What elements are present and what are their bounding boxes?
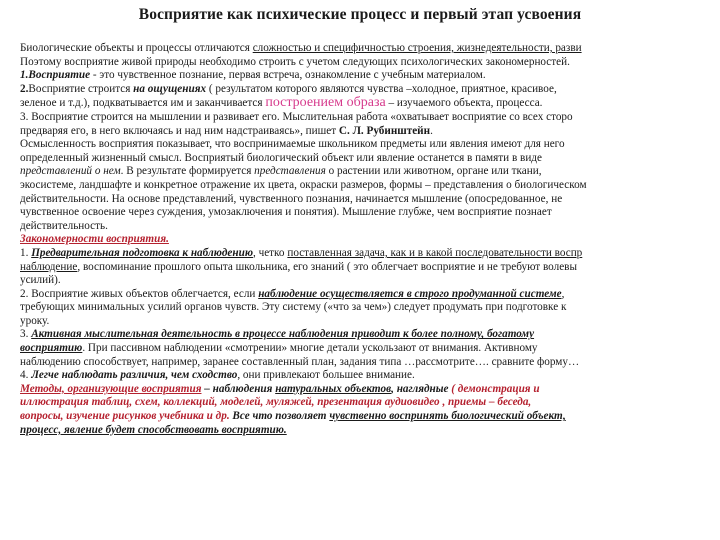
text-run: Все что позволяет (229, 410, 330, 423)
text-line (20, 383, 720, 397)
point-1 (20, 69, 720, 83)
meaning-paragraph (20, 138, 720, 233)
text-run: наблюдение осуществляется в строго продуманной системе (258, 287, 562, 300)
text-run: 3. (20, 328, 32, 341)
intro-line-2: Поэтому восприятие живой природы необходимо строить с учетом следующих психологических закономерностей. (20, 55, 570, 68)
text-run: Восприятие (28, 69, 91, 82)
slide-title: Восприятие как психические процесс и первый этап усвоения (138, 6, 582, 23)
text-line (20, 328, 720, 342)
point-2-line-2 (20, 96, 720, 111)
text-line: действительность. (20, 219, 108, 232)
law-3 (20, 328, 720, 369)
text-run: сложностью и специфичностью строения, жизнедеятельности, разви (252, 42, 582, 54)
text-run: Биологические объекты и процессы отличаются (20, 42, 253, 54)
text-line: чувственное освоение через суждения, умозаключения и понятия). Мышление глубже, чем восприятие познает (20, 206, 552, 219)
text-run: 4. (20, 369, 32, 382)
text-run: представлений о нем (20, 165, 121, 178)
text-run: , они привлекают большее внимание. (237, 369, 415, 382)
intro-paragraph (20, 42, 720, 69)
text-run: – изучаемого объекта, процесса. (385, 97, 543, 110)
text-run: С. Л. Рубинштейн (338, 124, 431, 137)
text-run: - это чувственное познание, первая встреча, ознакомление с учебным материалом. (90, 69, 486, 82)
point-3 (20, 111, 720, 138)
text-run: вопросы, изучение рисунков учебника и др. (20, 410, 230, 423)
text-run: . При пассивном наблюдении «смотрении» многие детали ускользают от внимания. Активному (82, 342, 538, 355)
text-run: , воспоминание прошлого опыта школьника, его знаний ( это облегчает восприятие и не требуют волевы (77, 260, 577, 273)
text-line: Осмысленность восприятия показывает, что воспринимаемые школьником предметы или явления имеют для него (20, 138, 565, 151)
intro-line-1 (20, 42, 720, 56)
text-run: ( результатом которого являются чувства –холодное, приятное, красивое, (206, 82, 557, 95)
text-line: иллюстрация таблиц, схем, коллекций, моделей, муляжей, презентация аудиовидео , приемы – беседа, (20, 396, 532, 409)
text-line (20, 261, 720, 275)
text-line (20, 410, 720, 424)
text-run: предваряя его, в него включаясь и над ним надстраиваясь», пишет (20, 124, 339, 137)
point-2-line-1 (20, 83, 720, 97)
text-line (20, 342, 720, 356)
text-run: Восприятие строится (28, 82, 134, 95)
slide-body (20, 42, 720, 437)
text-run: восприятию (20, 342, 83, 355)
text-run: наблюдение (20, 260, 78, 273)
text-line (20, 165, 720, 179)
text-run: Легче наблюдать различия, чем сходство (31, 369, 238, 382)
text-run: 1. (20, 246, 32, 259)
text-run: о растении или животном, органе или ткани, (325, 165, 542, 178)
law-2 (20, 288, 720, 329)
text-run: 2. Восприятие живых объектов облегчается, если (20, 287, 259, 300)
text-line: усилий). (20, 274, 61, 287)
text-run: – наблюдения (201, 382, 276, 395)
text-line: уроку. (20, 314, 50, 327)
laws-heading: Закономерности восприятия. (20, 233, 169, 246)
text-run: Предварительная подготовка к наблюдению (31, 246, 253, 259)
text-line: требующих минимальных усилий органов чувств. Эту систему («что за чем») следует продумать при подготовке к (20, 301, 567, 314)
text-run: . В результате формируется (120, 165, 255, 178)
text-run: , (561, 287, 565, 300)
law-4 (20, 369, 720, 383)
text-run: . (430, 124, 433, 137)
text-line: процесс, явление будет способствовать восприятию. (20, 423, 287, 436)
methods-paragraph (20, 383, 720, 437)
text-run: Методы, организующие восприятия (20, 382, 202, 395)
text-run: Активная мыслительная деятельность в процессе наблюдения приводит к более полному, богатому (31, 328, 535, 341)
text-run: 2. (20, 82, 29, 95)
text-line: действительности. На основе представлений, чувственного познания, начинается мышление (опосредованное, не (20, 192, 563, 205)
text-run: зеленое и т.д.), подкватывается им и заканчивается (20, 97, 266, 110)
text-line: определенный жизненный смысл. Восприятый биологический объект или явление останется в памяти в виде (20, 151, 542, 164)
point-3-line-1: 3. Восприятие строится на мышлении и развивает его. Мыслительная работа «охватывает восприятие со всех сторо (20, 110, 573, 123)
text-run: , четко (252, 246, 288, 259)
text-run: на ощущениях (133, 82, 207, 95)
text-run: , наглядные (391, 382, 452, 395)
text-run: натуральных объектов (275, 382, 392, 395)
text-run: поставленная задача, как и в какой последовательности воспр (287, 246, 583, 259)
text-run: построением образа (265, 96, 386, 111)
text-line (20, 247, 720, 261)
text-run: чувственно воспринять биологический объект, (329, 410, 566, 423)
law-1 (20, 247, 720, 288)
point-2 (20, 83, 720, 111)
text-line: экосистеме, ландшафте и конкретное отражение их цвета, окраски размеров, формы – представления о биологическом (20, 178, 587, 191)
text-run: представления (254, 165, 326, 178)
point-3-line-2 (20, 125, 720, 139)
text-line (20, 288, 720, 302)
text-run: 1. (20, 69, 29, 82)
text-line: наблюдению способствует, например, заранее составленный план, задания типа …рассмотрите…. сравните форму… (20, 355, 580, 368)
text-run: ( демонстрация и (451, 382, 540, 395)
